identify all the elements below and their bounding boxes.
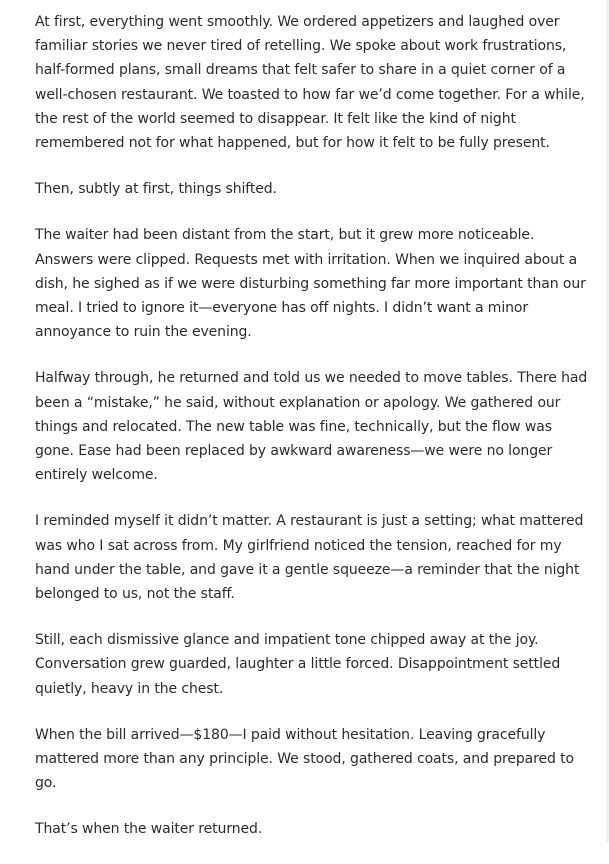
article-body (35, 10, 595, 864)
paragraph-5: I reminded myself it didn’t matter. A restaurant is just a setting; what mattered was who I sat across from. My girlfriend noticed the tension, reached for my hand under the table, and gave it a gentle squeeze—a reminder that the night belonged to us, not the staff. (35, 513, 584, 603)
paragraph-4: Halfway through, he returned and told us we needed to move tables. There had been a “mistake,” he said, without explanation or apology. We gathered our things and relocated. The new table was fine, technically, but the flow was gone. Ease had been replaced by awkward awareness—we were no longer entirely welcome. (35, 370, 588, 484)
paragraph-2: Then, subtly at first, things shifted. (35, 181, 277, 198)
paragraph-6: Still, each dismissive glance and impatient tone chipped away at the joy. Conversation grew guarded, laughter a little forced. Disappointment settled quietly, heavy in the chest. (35, 632, 561, 697)
paragraph-7: When the bill arrived—$180—I paid without hesitation. Leaving gracefully mattered more than any principle. We stood, gathered coats, and prepared to go. (35, 726, 574, 792)
paragraph-3: The waiter had been distant from the start, but it grew more noticeable. Answers were clipped. Requests met with irritation. When we inquired about a dish, he sighed as if we were disturbing something far more important than our meal. I tried to ignore it—everyone has off nights. I didn’t want a minor annoyance to ruin the evening. (35, 227, 586, 341)
paragraph-1: At first, everything went smoothly. We ordered appetizers and laughed over familiar stories we never tired of retelling. We spoke about work frustrations, half-formed plans, small dreams that felt safer to share in a quiet corner of a well-chosen restaurant. We toasted to how far we’d come together. For a while, the rest of the world seemed to disappear. It felt like the kind of night remembered not for what happened, but for how it felt to be fully present. (35, 14, 585, 152)
paragraph-8: That’s when the waiter returned. (35, 821, 263, 838)
